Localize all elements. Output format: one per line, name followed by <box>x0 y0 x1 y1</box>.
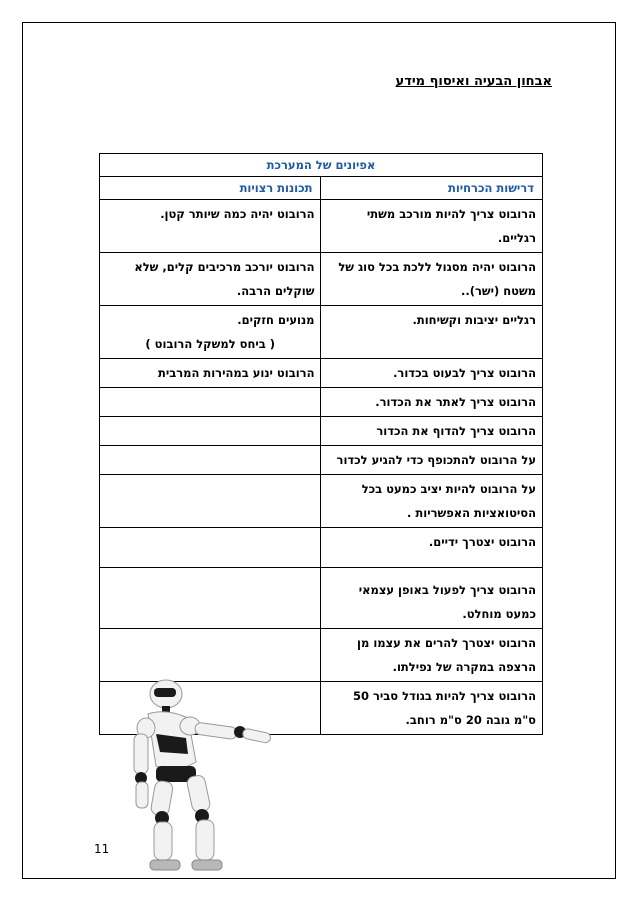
desired-cell: הרובוט יהיה כמה שיותר קטן. <box>100 200 321 253</box>
requirement-cell: רגליים יציבות וקשיחות. <box>321 306 543 359</box>
table-row <box>100 446 543 475</box>
table-row <box>100 253 543 306</box>
desired-cell <box>100 475 321 528</box>
desired-cell <box>100 388 321 417</box>
humanoid-robot-falling-icon <box>126 674 296 884</box>
requirement-cell: על הרובוט להיות יציב כמעט בכל הסיטואציות האפשריות . <box>321 475 543 528</box>
requirement-cell: הרובוט יצטרך ידיים. <box>321 528 543 568</box>
desired-cell <box>100 568 321 629</box>
requirement-cell: הרובוט צריך לפעול באופן עצמאי כמעט מוחלט. <box>321 568 543 629</box>
desired-cell <box>100 306 321 359</box>
desired-cell <box>100 528 321 568</box>
desired-cell: הרובוט יורכב מרכיבים קלים, שלא שוקלים הרבה. <box>100 253 321 306</box>
table-row <box>100 475 543 528</box>
requirement-cell: הרובוט יהיה מסגול ללכת בכל סוג של משטח (ישר).. <box>321 253 543 306</box>
requirements-table <box>99 153 543 735</box>
header-required: דרישות הכרחיות <box>321 177 543 200</box>
requirement-cell: הרובוט צריך לבעוט בכדור. <box>321 359 543 388</box>
robot-illustration <box>126 674 296 884</box>
desired-cell <box>100 446 321 475</box>
table-title: אפיונים של המערכת <box>100 154 543 177</box>
table-row <box>100 359 543 388</box>
table-row <box>100 568 543 629</box>
table-row <box>100 306 543 359</box>
desired-note: ( ביחס למשקל הרובוט ) <box>145 337 276 351</box>
requirement-cell: על הרובוט להתכופף כדי להגיע לכדור <box>321 446 543 475</box>
table-row <box>100 528 543 568</box>
requirement-cell: הרובוט צריך להדוף את הכדור <box>321 417 543 446</box>
header-desired: תכונות רצויות <box>100 177 321 200</box>
requirement-cell: הרובוט יצטרך להרים את עצמו מן הרצפה במקרה של נפילתו. <box>321 629 543 682</box>
requirement-cell: הרובוט צריך להיות בגודל סביר 50 ס"מ גובה 20 ס"מ רוחב. <box>321 682 543 735</box>
desired-cell: הרובוט ינוע במהירות המרבית <box>100 359 321 388</box>
table-row <box>100 417 543 446</box>
table-row <box>100 200 543 253</box>
desired-text: מנועים חזקים. <box>237 313 315 327</box>
page-number: 11 <box>94 842 110 856</box>
desired-cell <box>100 417 321 446</box>
requirement-cell: הרובוט צריך להיות מורכב משתי רגליים. <box>321 200 543 253</box>
requirement-cell: הרובוט צריך לאתר את הכדור. <box>321 388 543 417</box>
table-row <box>100 388 543 417</box>
document-title: אבחון הבעיה ואיסוף מידע <box>395 74 552 89</box>
